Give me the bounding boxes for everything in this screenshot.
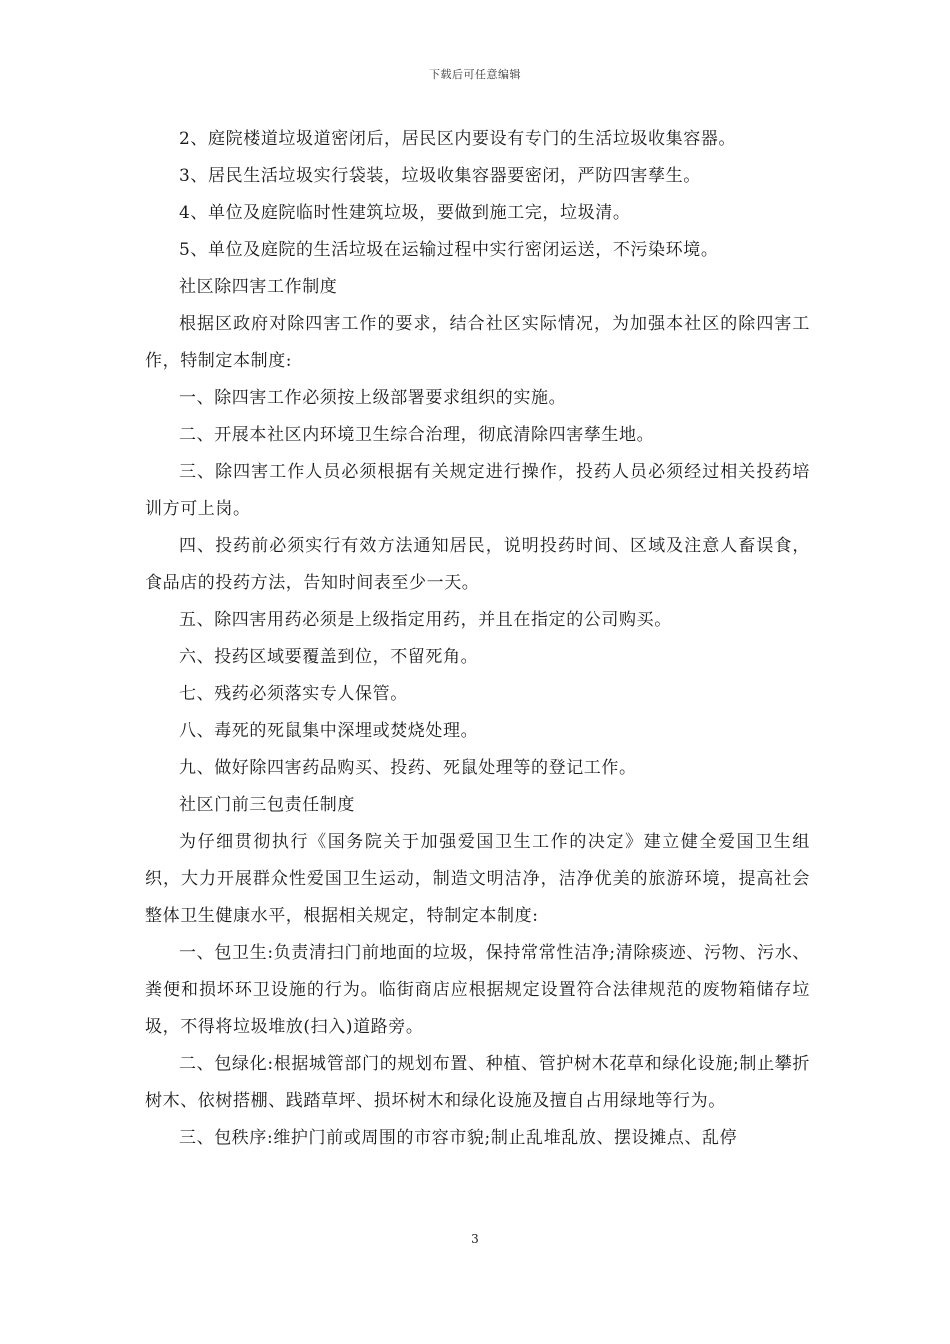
paragraph: 二、开展本社区内环境卫生综合治理，彻底清除四害孳生地。 [179,425,655,445]
paragraph: 六、投药区域要覆盖到位，不留死角。 [179,647,479,667]
paragraph: 四、投药前必须实行有效方法通知居民，说明投药时间、区域及注意人畜误食，食品店的投药方法，告知时间表至少一天。 [145,536,810,593]
section-heading: 社区门前三包责任制度 [179,795,355,815]
paragraph: 三、除四害工作人员必须根据有关规定进行操作，投药人员必须经过相关投药培训方可上岗。 [145,462,810,519]
paragraph: 一、除四害工作必须按上级部署要求组织的实施。 [179,388,567,408]
section-heading: 社区除四害工作制度 [179,277,338,297]
paragraph: 八、毒死的死鼠集中深埋或焚烧处理。 [179,721,479,741]
paragraph: 二、包绿化:根据城管部门的规划布置、种植、管护树木花草和绿化设施;制止攀折树木、依树搭棚、践踏草坪、损坏树木和绿化设施及擅自占用绿地等行为。 [145,1054,810,1111]
document-body [145,121,810,1157]
paragraph: 4、单位及庭院临时性建筑垃圾，要做到施工完，垃圾清。 [179,203,631,223]
paragraph: 三、包秩序:维护门前或周围的市容市貌;制止乱堆乱放、摆设摊点、乱停 [179,1128,738,1148]
paragraph: 2、庭院楼道垃圾道密闭后，居民区内要设有专门的生活垃圾收集容器。 [179,129,737,149]
page-header-note: 下载后可任意编辑 [429,68,521,81]
paragraph: 九、做好除四害药品购买、投药、死鼠处理等的登记工作。 [179,758,637,778]
paragraph: 五、除四害用药必须是上级指定用药，并且在指定的公司购买。 [179,610,672,630]
paragraph: 七、残药必须落实专人保管。 [179,684,408,704]
paragraph: 5、单位及庭院的生活垃圾在运输过程中实行密闭运送，不污染环境。 [179,240,719,260]
page-number: 3 [471,1232,479,1246]
paragraph: 一、包卫生:负责清扫门前地面的垃圾，保持常常性洁净;清除痰迹、污物、污水、粪便和损坏环卫设施的行为。临街商店应根据规定设置符合法律规范的废物箱储存垃圾，不得将垃圾堆放(扫入)道路旁。 [145,943,810,1037]
paragraph: 3、居民生活垃圾实行袋装，垃圾收集容器要密闭，严防四害孳生。 [179,166,701,186]
paragraph: 为仔细贯彻执行《国务院关于加强爱国卫生工作的决定》建立健全爱国卫生组织，大力开展群众性爱国卫生运动，制造文明洁净，洁净优美的旅游环境，提高社会整体卫生健康水平，根据相关规定，特制定本制度: [145,832,810,926]
paragraph: 根据区政府对除四害工作的要求，结合社区实际情况，为加强本社区的除四害工作，特制定本制度: [145,314,810,371]
